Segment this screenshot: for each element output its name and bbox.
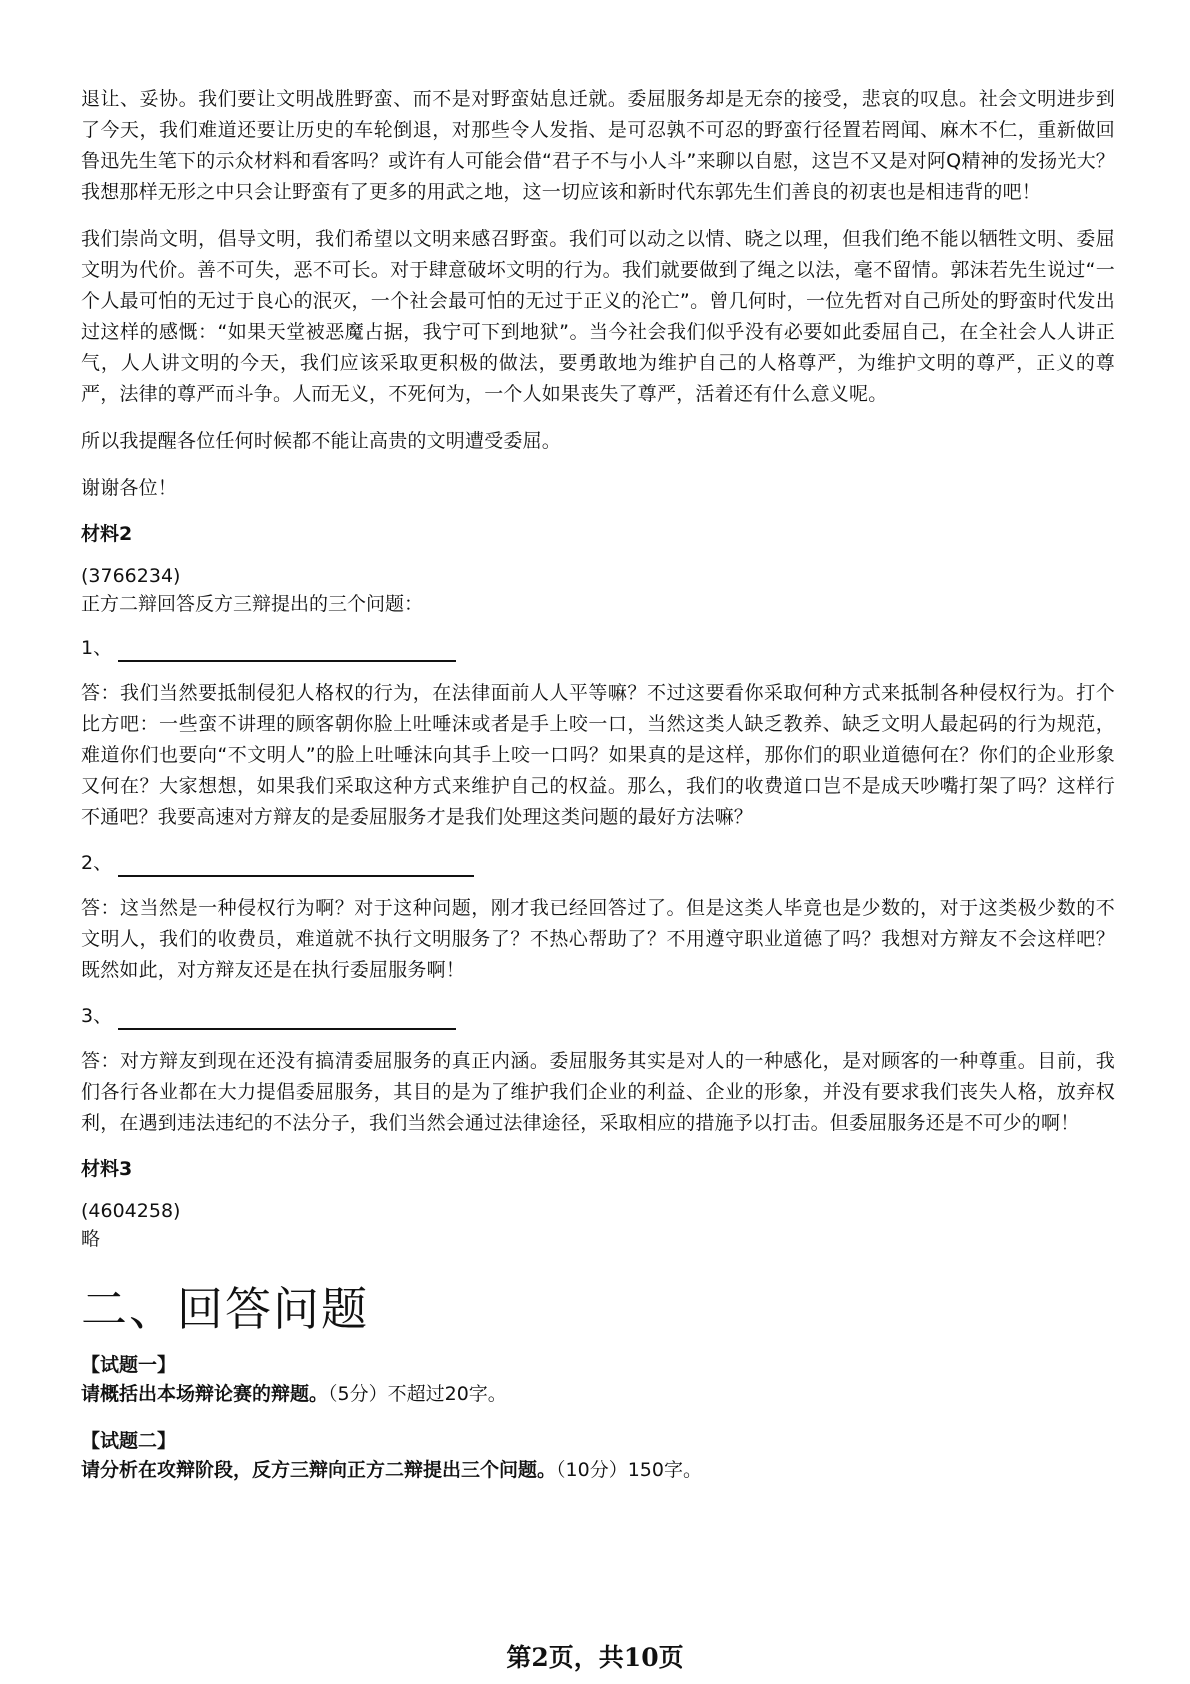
question-1-prompt: 请概括出本场辩论赛的辩题。 [81, 1383, 329, 1405]
question-1-requirement: （5分）不超过20字。 [328, 1383, 507, 1405]
answer-blank-line [118, 638, 456, 662]
question-2 [81, 1427, 1115, 1485]
section-title: 二、回答问题 [81, 1282, 369, 1336]
question-2-blank [81, 849, 1115, 877]
document-body [81, 84, 1115, 1503]
question-2-head: 【试题二】 [81, 1430, 177, 1452]
material-3-label: 材料3 [81, 1158, 133, 1180]
question-3-number: 3、 [81, 1005, 113, 1027]
question-2-prompt: 请分析在攻辩阶段，反方三辩向正方二辩提出三个问题。 [81, 1459, 557, 1481]
material-2-section [81, 520, 1115, 1139]
material-2-intro: 正方二辩回答反方三辩提出的三个问题： [81, 593, 424, 615]
answer-blank-line [118, 853, 474, 877]
paragraph: 谢谢各位！ [81, 477, 178, 499]
answer-3: 答：对方辩友到现在还没有搞清委屈服务的真正内涵。委屈服务其实是对人的一种感化，是对顾客的一种尊重。目前，我们各行各业都在大力提倡委屈服务，其目的是为了维护我们企业的利益、企业的形象，并没有要求我们丧失人格，放弃权利，在遇到违法违纪的不法分子，我们当然会通过法律途径，采取相应的措施予以打击。但委屈服务还是不可少的啊！ [81, 1050, 1115, 1134]
question-1-number: 1、 [81, 637, 113, 659]
paragraph: 所以我提醒各位任何时候都不能让高贵的文明遭受委屈。 [81, 430, 562, 452]
question-2-number: 2、 [81, 852, 113, 874]
answer-1: 答：我们当然要抵制侵犯人格权的行为，在法律面前人人平等嘛？不过这要看你采取何种方式来抵制各种侵权行为。打个比方吧：一些蛮不讲理的顾客朝你脸上吐唾沫或者是手上咬一口，当然这类人缺乏教养、缺乏文明人最起码的行为规范，难道你们也要向“不文明人”的脸上吐唾沫向其手上咬一口吗？如果真的是这样，那你们的职业道德何在？你们的企业形象又何在？大家想想，如果我们采取这种方式来维护自己的权益。那么，我们的收费道口岂不是成天吵嘴打架了吗？这样行不通吧？我要高速对方辩友的是委屈服务才是我们处理这类问题的最好方法嘛？ [81, 682, 1115, 828]
material-3-body: 略 [81, 1228, 101, 1250]
answer-blank-line [118, 1006, 456, 1030]
question-3-blank [81, 1002, 1115, 1030]
material-2-label: 材料2 [81, 523, 133, 545]
paragraph: 退让、妥协。我们要让文明战胜野蛮、而不是对野蛮姑息迁就。委屈服务却是无奈的接受，悲哀的叹息。社会文明进步到了今天，我们难道还要让历史的车轮倒退，对那些令人发指、是可忍孰不可忍的野蛮行径置若罔闻、麻木不仁，重新做回鲁迅先生笔下的示众材料和看客吗？或许有人可能会借“君子不与小人斗”来聊以自慰，这岂不又是对阿Q精神的发扬光大？我想那样无形之中只会让野蛮有了更多的用武之地，这一切应该和新时代东郭先生们善良的初衷也是相违背的吧！ [81, 88, 1115, 203]
page-footer: 第2页，共10页 [506, 1643, 684, 1672]
answer-2: 答：这当然是一种侵权行为啊？对于这种问题，刚才我已经回答过了。但是这类人毕竟也是少数的，对于这类极少数的不文明人，我们的收费员，难道就不执行文明服务了？不热心帮助了？不用遵守职业道德了吗？我想对方辩友不会这样吧？既然如此，对方辩友还是在执行委屈服务啊！ [81, 897, 1115, 981]
question-2-requirement: （10分）150字。 [556, 1459, 702, 1481]
question-1-text [81, 1379, 1115, 1409]
question-1 [81, 1351, 1115, 1409]
material-3-code: (4604258) [81, 1200, 181, 1222]
material-3-section [81, 1155, 1115, 1253]
material-2-code: (3766234) [81, 565, 181, 587]
question-1-blank [81, 634, 1115, 662]
question-1-head: 【试题一】 [81, 1354, 177, 1376]
question-2-text [81, 1455, 1115, 1485]
paragraph: 我们崇尚文明，倡导文明，我们希望以文明来感召野蛮。我们可以动之以情、晓之以理，但我们绝不能以牺牲文明、委屈文明为代价。善不可失，恶不可长。对于肆意破坏文明的行为。我们就要做到了绳之以法，毫不留情。郭沫若先生说过“一个人最可怕的无过于良心的泯灭，一个社会最可怕的无过于正义的沦亡”。曾几何时，一位先哲对自己所处的野蛮时代发出过这样的感慨：“如果天堂被恶魔占据，我宁可下到地狱”。当今社会我们似乎没有必要如此委屈自己，在全社会人人讲正气，人人讲文明的今天，我们应该采取更积极的做法，要勇敢地为维护自己的人格尊严，为维护文明的尊严，正义的尊严，法律的尊严而斗争。人而无义，不死何为，一个人如果丧失了尊严，活着还有什么意义呢。 [81, 228, 1115, 405]
